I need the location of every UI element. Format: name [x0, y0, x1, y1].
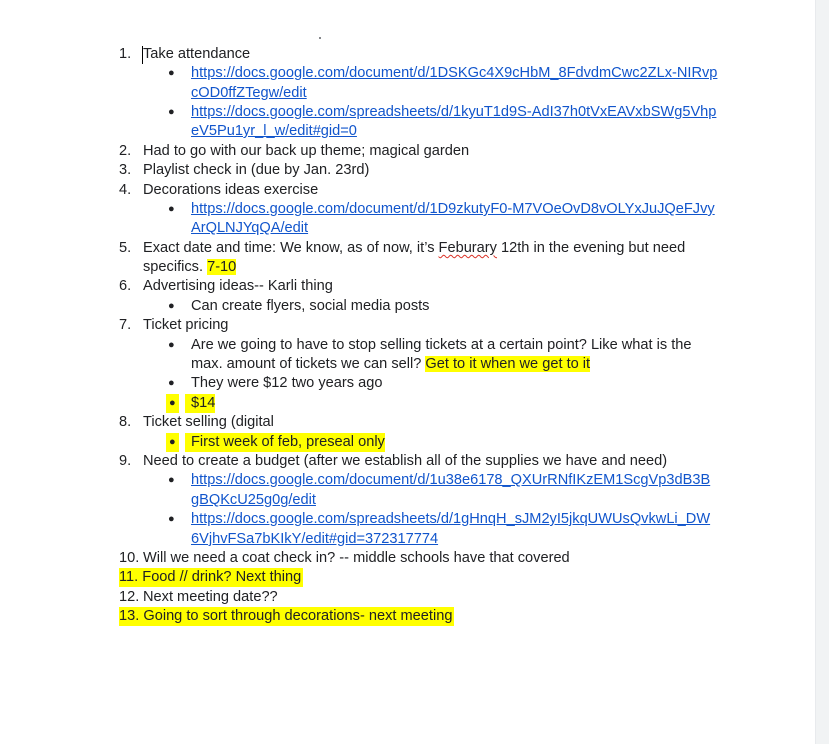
highlighted-text: Get to it when we get to it: [425, 356, 591, 372]
bullet-icon: ●: [168, 106, 175, 118]
attendance-doc-link[interactable]: https://docs.google.com/document/d/1DSKGc4X9cHbM_8FdvdmCwc2ZLx-NIRvp: [191, 65, 718, 81]
bullet-icon: ●: [168, 203, 175, 215]
budget-doc-link-cont[interactable]: gBQKcU25g0g/edit: [191, 492, 316, 508]
scrollbar-track[interactable]: [815, 0, 829, 744]
budget-doc-link[interactable]: https://docs.google.com/document/d/1u38e6178_QXUrRNfIKzEM1ScgVp3dB3B: [191, 472, 711, 488]
bullet-icon: ●: [168, 377, 175, 389]
document-page[interactable]: 1. Take attendance ● https://docs.google.com/document/d/1DSKGc4X9cHbM_8FdvdmCwc2ZLx-NIRvp cOD0ffZTegw/edit ● https://docs.google.com/spreadsheets/d/1kyuT1d9S-AdI37h0tVxEAVxbSWg5Vhp eV5Pu1yr_l_w/edit#gid=0 2. Had to go with our back up theme; magical garden 3. Playlist check in (due by Jan. 23rd) 4. Decorations ideas exercise ● https://docs.google.com/document/d/1D9zkutyF0-M7VOeOvD8vOLYxJuJQeFJvy ArQLNJYqQA/edit 5. Exact date and time: We know, as of now, it’s Feburary 12th in the evening but need specifics. 7-10 6. Advertising ideas-- Karli thing ● Can create flyers, social media posts 7. Ticket pricing ● Are we going to have to stop selling tickets at a certain point? Like what is the max. amount of tickets we can sell? Get to it when we get to it ● They were $12 two years ago ● $14 8. Ticket selling (digital ● First week of feb, preseal only 9. Need to create a budget (after we establish all of the supplies we have and need) ● https://docs.google.com/document/d/1u38e6178_QXUrRNfIKzEM1ScgVp3dB3B gBQKcU25g0g/edit ● https://docs.google.com/spreadsheets/d/1gHnqH_sJM2yI5jkqUWUsQvkwLi_DW 6VjhvFSa7bKIkY/edit#gid=372317774 10. Will we need a coat check in? -- middle schools have that covered 11. Food // drink? Next thing 12. Next meeting date?? 13. Going to sort through decorations- next meeting: [0, 0, 815, 744]
attendance-sheet-link-cont[interactable]: eV5Pu1yr_l_w/edit#gid=0: [191, 123, 357, 139]
bullet-icon: ●: [166, 433, 179, 452]
attendance-sheet-link[interactable]: https://docs.google.com/spreadsheets/d/1kyuT1d9S-AdI37h0tVxEAVxbSWg5Vhp: [191, 104, 717, 120]
attendance-doc-link-cont[interactable]: cOD0ffZTegw/edit: [191, 85, 307, 101]
misspelled-word[interactable]: Feburary: [438, 240, 497, 256]
bullet-icon: ●: [168, 67, 175, 79]
bullet-icon: ●: [168, 300, 175, 312]
bullet-icon: ●: [168, 513, 175, 525]
bullet-icon: ●: [168, 339, 175, 351]
budget-sheet-link-cont[interactable]: 6VjhvFSa7bKIkY/edit#gid=372317774: [191, 531, 439, 547]
highlighted-text: 7-10: [207, 259, 237, 275]
budget-sheet-link[interactable]: https://docs.google.com/spreadsheets/d/1gHnqH_sJM2yI5jkqUWUsQvkwLi_DW: [191, 511, 711, 527]
decorations-doc-link[interactable]: https://docs.google.com/document/d/1D9zkutyF0-M7VOeOvD8vOLYxJuJQeFJvy: [191, 201, 715, 217]
bullet-icon: ●: [166, 394, 179, 413]
bullet-icon: ●: [168, 474, 175, 486]
decorations-doc-link-cont[interactable]: ArQLNJYqQA/edit: [191, 220, 309, 236]
ruler-dot: [319, 37, 321, 39]
